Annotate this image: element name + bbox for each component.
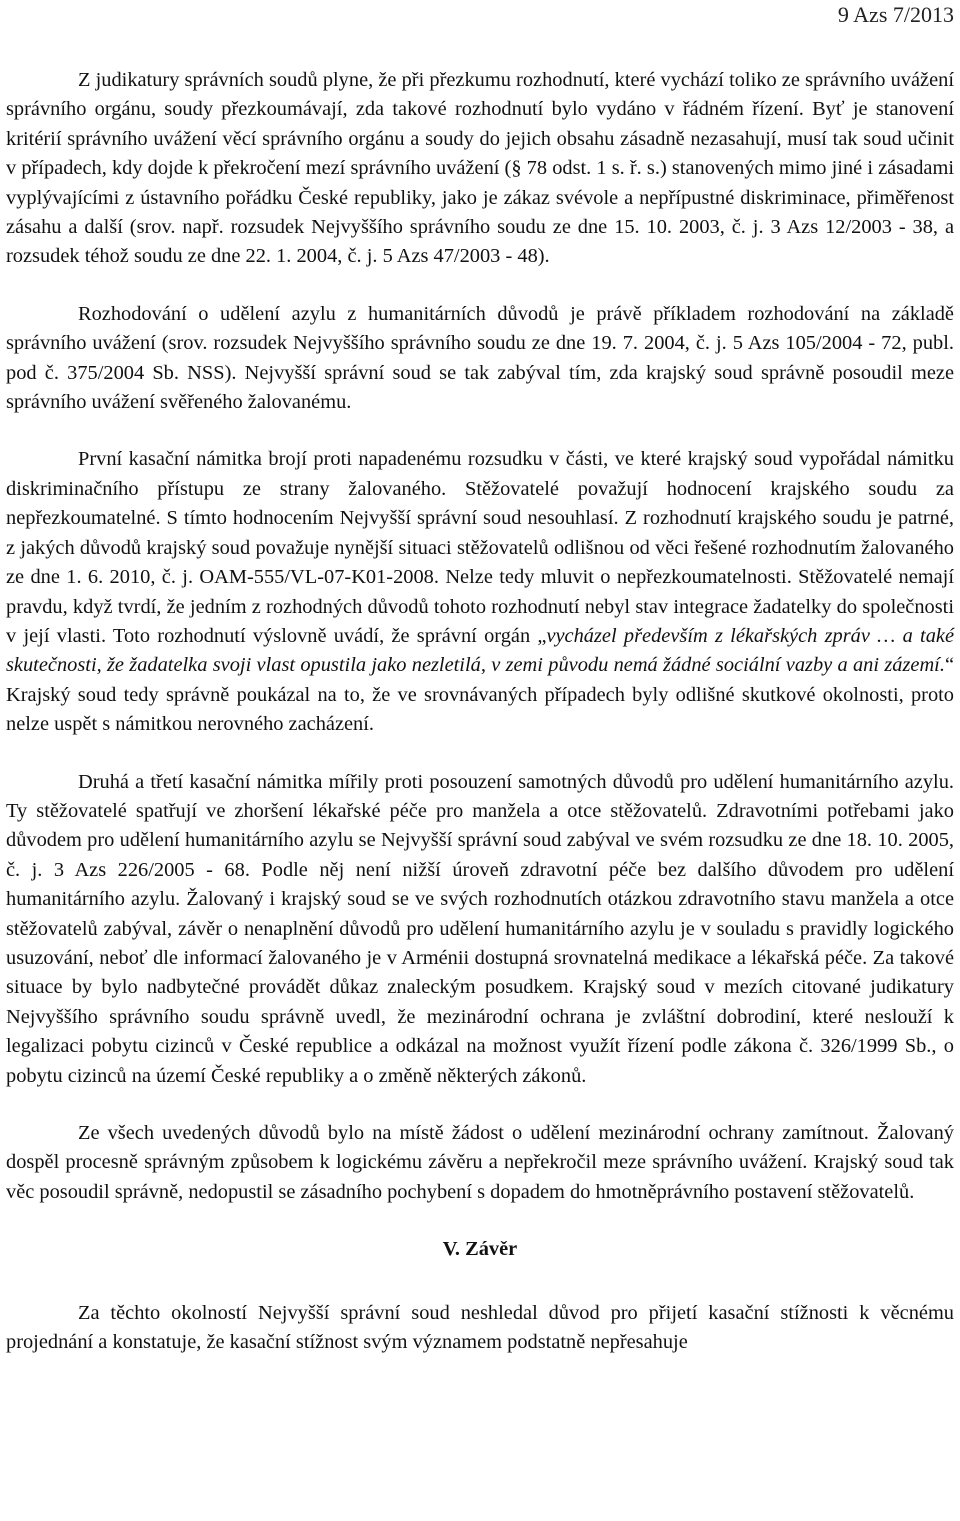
paragraph-second-third-objection: Druhá a třetí kasační námitka mířily proti posouzení samotných důvodů pro udělení humanitárního azylu. Ty stěžovatelé spatřují ve zhoršení lékařské péče pro manžela a otce stěžovatelů. Zdravotními potřebami jako důvodem pro udělení humanitárního azylu se Nejvyšší správní soud zabýval ve svém rozsudku ze dne 18. 10. 2005, č. j. 3 Azs 226/2005 - 68. Podle něj není nižší úroveň zdravotní péče bez dalšího důvodem pro udělení humanitárního azylu. Žalovaný i krajský soud se ve svých rozhodnutích otázkou zdravotního stavu manžela a otce stěžovatelů zabýval, závěr o nenaplnění důvodů pro udělení humanitárního azylu je v souladu s pravidly logického usuzování, neboť dle informací žalovaného je v Arménii dostupná srovnatelná medikace a lékařská péče. Za takové situace by bylo nadbytečné provádět důkaz znaleckým posudkem. Krajský soud v mezích citované judikatury Nejvyššího správního soudu správně uvedl, že mezinárodní ochrana je zvláštní dobrodiní, které neslouží k legalizaci pobytu cizinců v České republice a odkázal na možnost využít řízení podle zákona č. 326/1999 Sb., o pobytu cizinců na území České republiky a o změně některých zákonů. (6, 770, 954, 1087)
paragraph-humanitarian-asylum: Rozhodování o udělení azylu z humanitárních důvodů je právě příkladem rozhodování na základě správního uvážení (srov. rozsudek Nejvyššího správního soudu ze dne 19. 7. 2004, č. j. 5 Azs 105/2004 - 72, publ. pod č. 375/2004 Sb. NSS). Nejvyšší správní soud se tak zabýval tím, zda krajský soud správně posoudil meze správního uvážení svěřeného žalovanému. (6, 302, 954, 414)
paragraph-final: Za těchto okolností Nejvyšší správní soud neshledal důvod pro přijetí kasační stížnosti k věcnému projednání a konstatuje, že kasační stížnost svým významem podstatně nepřesahuje (6, 1301, 954, 1354)
paragraph-conclusion-reasons: Ze všech uvedených důvodů bylo na místě žádost o udělení mezinárodní ochrany zamítnout. Žalovaný dospěl procesně správným způsobem k logickému závěru a nepřekročil meze správního uvážení. Krajský soud tak věc posoudil správně, nedopustil se zásadního pochybení s dopadem do hmotněprávního postavení stěžovatelů. (6, 1122, 954, 1203)
paragraph-judicature: Z judikatury správních soudů plyne, že při přezkumu rozhodnutí, které vychází toliko ze správního uvážení správního orgánu, soudy přezkoumávají, zda takové rozhodnutí bylo vydáno v řádném řízení. Byť je stanovení kritérií správního uvážení věcí správního orgánu a soudy do jejich obsahu zásadně nezasahují, musí tak soud učinit v případech, kdy dojde k překročení mezí správního uvážení (§ 78 odst. 1 s. ř. s.) stanovených mimo jiné i zásadami vyplývajícími z ústavního pořádku České republiky, jako je zákaz svévole a nepřípustné diskriminace, přiměřenost zásahu a další (srov. např. rozsudek Nejvyššího správního soudu ze dne 15. 10. 2003, č. j. 3 Azs 12/2003 - 38, a rozsudek téhož soudu ze dne 22. 1. 2004, č. j. 5 Azs 47/2003 - 48). (6, 69, 954, 268)
page-case-number: 9 Azs 7/2013 (837, 2, 954, 27)
paragraph-first-objection-continuation: “ Krajský soud tedy správně poukázal na to, že ve srovnávaných případech byly odlišné skutkové okolnosti, proto nelze uspět s námitkou nerovného zacházení. (6, 654, 954, 736)
paragraph-first-objection (6, 445, 954, 739)
quoted-decision: vycházel především z lékařských zpráv … a také skutečnosti, že žadatelka svoji vlast opustila jako nezletilá, v zemi původu nemá žádné sociální vazby a ani zázemí. (6, 624, 954, 677)
section-heading-conclusion: V. Závěr (442, 1238, 518, 1261)
paragraph-first-objection-text: První kasační námitka brojí proti napadenému rozsudku v části, ve které krajský soud vypořádal námitku diskriminačního přístupu ze strany žalovaného. Stěžovatelé považují hodnocení krajského soudu za nepřezkoumatelné. S tímto hodnocením Nejvyšší správní soud nesouhlasí. Z rozhodnutí krajského soudu je patrné, z jakých důvodů krajský soud považuje nynější situaci stěžovatelů odlišnou od věci řešené rozhodnutím žalovaného ze dne 1. 6. 2010, č. j. OAM-555/VL-07-K01-2008. Nelze tedy mluvit o nepřezkoumatelnosti. Stěžovatelé nemají pravdu, když tvrdí, že jedním z rozhodných důvodů tohoto rozhodnutí nebyl stav integrace žadatelky do společnosti v její vlasti. Toto rozhodnutí výslovně uvádí, že správní orgán „ (6, 448, 954, 647)
document-body (6, 66, 954, 1357)
